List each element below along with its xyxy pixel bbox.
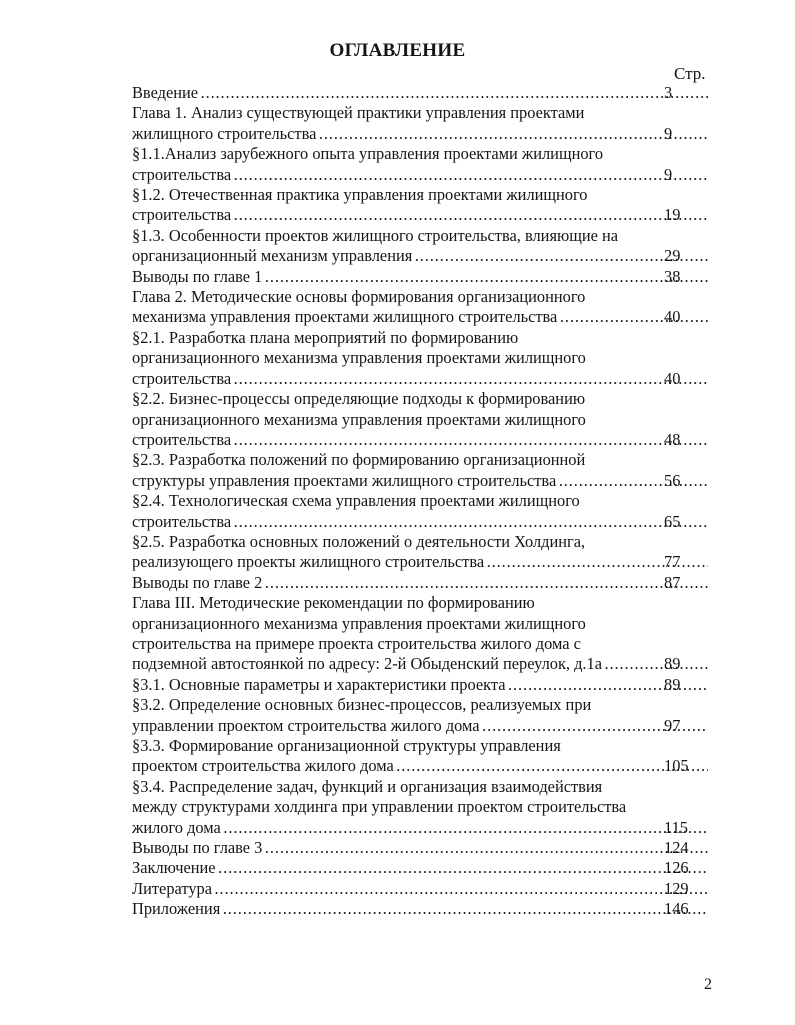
toc-entry-page: 77 <box>664 552 681 572</box>
toc-entry-page: 48 <box>664 429 681 449</box>
toc-entry-page: 124 <box>664 838 689 858</box>
toc-entry-text: строительства . . . <box>132 430 708 450</box>
toc-entry-text: Глава 2. Методические основы формирования организационного <box>132 287 586 307</box>
toc-entry <box>132 450 708 491</box>
toc-entry-text: организационного механизма управления проектами жилищного <box>132 409 586 429</box>
toc-entry-text: Глава 1. Анализ существующей практики управления проектами <box>132 103 585 123</box>
toc-entry-text: Введение . . . <box>132 83 708 103</box>
toc-entry-page: 129 <box>664 878 689 898</box>
toc-entry-text: управлении проектом строительства жилого дома . . . <box>132 716 708 736</box>
page-title: ОГЛАВЛЕНИЕ <box>329 40 466 61</box>
toc-entry <box>132 675 708 695</box>
toc-entry-text: строительства . . . <box>132 205 708 225</box>
toc-entry-text: строительства . . . <box>132 165 708 185</box>
toc-entry <box>132 144 708 185</box>
toc-entry-page: 146 <box>664 899 689 919</box>
toc-entry-text: Выводы по главе 1 . . . <box>132 267 708 287</box>
toc-entry-text: жилого дома . . . <box>132 818 708 838</box>
toc-entry-text: §3.3. Формирование организационной структуры управления <box>132 736 561 755</box>
toc-entry-page: 38 <box>664 266 681 286</box>
toc-entry-text: реализующего проекты жилищного строительства . . . <box>132 552 708 572</box>
toc-entry-text: §2.5. Разработка основных положений о деятельности Холдинга, <box>132 531 586 551</box>
toc-entry-page: 126 <box>664 858 689 878</box>
toc-entry-page: 105 <box>664 756 689 776</box>
toc-entry-text: организационного механизма управления проектами жилищного <box>132 348 586 368</box>
toc-entry-page: 9 <box>664 123 673 143</box>
toc-entry <box>132 185 708 226</box>
toc-entry <box>132 573 708 593</box>
toc-entry <box>132 103 708 144</box>
toc-entry <box>132 736 708 777</box>
toc-entry-page: 29 <box>664 246 681 266</box>
toc-entry-page: 115 <box>664 817 688 837</box>
toc-entry-page: 89 <box>664 654 681 674</box>
toc-entry-page: 9 <box>664 164 673 184</box>
toc-entry-text: подземной автостоянкой по адресу: 2-й Обыденский переулок, д.1а . . . <box>132 654 708 674</box>
toc-entry-page: 40 <box>664 368 681 388</box>
toc-entry <box>132 777 708 838</box>
toc-entry <box>132 83 708 103</box>
toc-entry-text: §2.4. Технологическая схема управления проектами жилищного <box>132 491 580 511</box>
toc-entry <box>132 226 708 267</box>
toc-entry <box>132 858 708 878</box>
toc-entry-page: 89 <box>664 674 681 694</box>
toc-entry-page: 40 <box>664 307 681 327</box>
toc-entry-text: §3.1. Основные параметры и характеристики проекта . . . <box>132 675 708 695</box>
table-of-contents <box>132 83 708 920</box>
toc-entry-text: организационного механизма управления проектами жилищного <box>132 613 586 633</box>
toc-entry-text: §1.3. Особенности проектов жилищного строительства, влияющие на <box>132 225 619 245</box>
toc-entry-text: §2.3. Разработка положений по формированию организационной <box>132 450 586 470</box>
toc-entry-text: проектом строительства жилого дома . . . <box>132 756 708 776</box>
toc-entry-text: Выводы по главе 3 . . . <box>132 838 708 858</box>
toc-entry <box>132 328 708 389</box>
toc-entry-page: 3 <box>664 83 673 102</box>
page-number: 2 <box>704 976 712 993</box>
toc-entry-page: 65 <box>664 511 681 531</box>
toc-entry-text: Глава III. Методические рекомендации по формированию <box>132 593 535 613</box>
toc-entry-text: строительства на примере проекта строительства жилого дома с <box>132 633 581 653</box>
toc-entry-text: Заключение . . . <box>132 858 708 878</box>
toc-entry-text: механизма управления проектами жилищного строительства . . . <box>132 307 708 327</box>
toc-entry-text: §2.1. Разработка плана мероприятий по формированию <box>132 327 519 347</box>
toc-entry <box>132 287 708 328</box>
page-column-header: Стр. <box>674 64 706 83</box>
toc-entry-page: 97 <box>664 715 681 735</box>
toc-entry <box>132 491 708 532</box>
toc-entry-text: жилищного строительства . . . <box>132 124 708 144</box>
toc-entry-text: Литература . . . <box>132 879 708 899</box>
toc-entry-text: Выводы по главе 2 . . . <box>132 573 708 593</box>
toc-entry <box>132 532 708 573</box>
toc-entry-text: §3.4. Распределение задач, функций и организация взаимодействия <box>132 776 603 796</box>
toc-entry-text: §2.2. Бизнес-процессы определяющие подходы к формированию <box>132 389 586 409</box>
toc-entry-text: §3.2. Определение основных бизнес-процессов, реализуемых при <box>132 695 592 715</box>
toc-entry <box>132 267 708 287</box>
toc-entry-text: строительства . . . <box>132 369 708 389</box>
toc-entry-page: 19 <box>664 205 681 225</box>
toc-entry-text: структуры управления проектами жилищного строительства . . . <box>132 471 708 491</box>
toc-entry-text: §1.1.Анализ зарубежного опыта управления проектами жилищного <box>132 144 604 164</box>
toc-entry-page: 56 <box>664 470 681 490</box>
toc-entry-text: Приложения . . . <box>132 899 708 919</box>
toc-entry-text: §1.2. Отечественная практика управления проектами жилищного <box>132 185 588 205</box>
toc-entry <box>132 593 708 675</box>
toc-entry <box>132 879 708 899</box>
toc-entry-page: 87 <box>664 572 681 592</box>
toc-entry-text: строительства . . . <box>132 512 708 532</box>
toc-entry <box>132 695 708 736</box>
toc-entry <box>132 899 708 919</box>
toc-entry-text: между структурами холдинга при управлении проектом строительства <box>132 797 627 817</box>
toc-entry <box>132 389 708 450</box>
toc-entry <box>132 838 708 858</box>
toc-entry-text: организационный механизм управления . . . <box>132 246 708 266</box>
